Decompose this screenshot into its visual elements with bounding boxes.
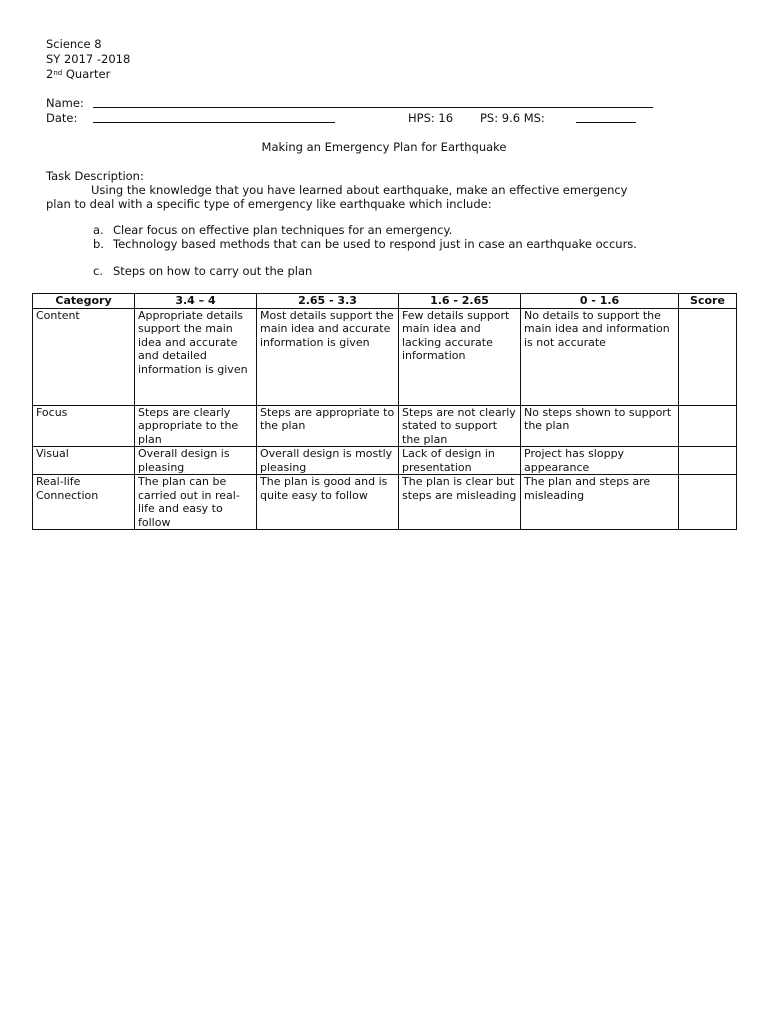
quarter-line bbox=[46, 67, 110, 81]
criteria-cell: The plan is good and is quite easy to follow bbox=[257, 475, 399, 530]
category-cell: Content bbox=[33, 308, 135, 405]
hps-text: HPS: 16 bbox=[408, 111, 454, 125]
table-row bbox=[33, 405, 737, 447]
criteria-cell: Few details support main idea and lacking accurate information bbox=[399, 308, 521, 405]
category-cell: Real-life Connection bbox=[33, 475, 135, 530]
list-marker: a. bbox=[93, 223, 104, 237]
list-marker: c. bbox=[93, 264, 103, 278]
quarter-superscript: nd bbox=[53, 69, 63, 77]
header-category: Category bbox=[33, 294, 135, 309]
criteria-cell: No details to support the main idea and information is not accurate bbox=[521, 308, 679, 405]
school-year-line: SY 2017 -2018 bbox=[46, 52, 131, 66]
list-item bbox=[93, 265, 733, 279]
quarter-number: 2 bbox=[46, 67, 54, 81]
name-line bbox=[46, 96, 84, 110]
task-heading: Task Description: bbox=[46, 169, 144, 183]
header-score-range: 3.4 – 4 bbox=[135, 294, 257, 309]
task-paragraph-line2: plan to deal with a specific type of emergency like earthquake which include: bbox=[46, 197, 492, 211]
table-row bbox=[33, 475, 737, 530]
list-item bbox=[93, 224, 733, 238]
criteria-cell: Steps are clearly appropriate to the plan bbox=[135, 405, 257, 447]
list-text: Clear focus on effective plan techniques for an emergency. bbox=[113, 223, 453, 237]
criteria-cell: The plan is clear but steps are misleading bbox=[399, 475, 521, 530]
category-cell: Focus bbox=[33, 405, 135, 447]
criteria-cell: The plan can be carried out in real-life and easy to follow bbox=[135, 475, 257, 530]
criteria-cell: Overall design is pleasing bbox=[135, 447, 257, 475]
criteria-cell: The plan and steps are misleading bbox=[521, 475, 679, 530]
criteria-cell: Overall design is mostly pleasing bbox=[257, 447, 399, 475]
name-field[interactable] bbox=[93, 96, 653, 108]
task-paragraph-line1: Using the knowledge that you have learned about earthquake, make an effective emergency bbox=[91, 183, 628, 197]
table-row bbox=[33, 447, 737, 475]
page-title: Making an Emergency Plan for Earthquake bbox=[261, 140, 507, 154]
category-cell: Visual bbox=[33, 447, 135, 475]
header-score-range: 2.65 - 3.3 bbox=[257, 294, 399, 309]
header-score-range: 0 - 1.6 bbox=[521, 294, 679, 309]
table-row bbox=[33, 308, 737, 405]
rubric-header-row bbox=[33, 294, 737, 309]
criteria-cell: No steps shown to support the plan bbox=[521, 405, 679, 447]
criteria-cell: Most details support the main idea and accurate information is given bbox=[257, 308, 399, 405]
name-label: Name: bbox=[46, 96, 84, 110]
list-text: Steps on how to carry out the plan bbox=[113, 264, 313, 278]
subject-line: Science 8 bbox=[46, 37, 102, 51]
score-cell[interactable] bbox=[679, 447, 737, 475]
criteria-cell: Steps are not clearly stated to support the plan bbox=[399, 405, 521, 447]
date-label: Date: bbox=[46, 111, 78, 125]
criteria-cell: Steps are appropriate to the plan bbox=[257, 405, 399, 447]
list-text: Technology based methods that can be used to respond just in case an earthquake occurs. bbox=[113, 237, 637, 251]
score-cell[interactable] bbox=[679, 475, 737, 530]
rubric-table bbox=[32, 293, 737, 530]
score-cell[interactable] bbox=[679, 405, 737, 447]
criteria-cell: Lack of design in presentation bbox=[399, 447, 521, 475]
ps-ms-text: PS: 9.6 MS: bbox=[480, 111, 545, 125]
criteria-cell: Project has sloppy appearance bbox=[521, 447, 679, 475]
header-score-range: 1.6 - 2.65 bbox=[399, 294, 521, 309]
header-score: Score bbox=[679, 294, 737, 309]
list-item bbox=[93, 238, 733, 266]
list-marker: b. bbox=[93, 237, 104, 251]
quarter-word: Quarter bbox=[65, 67, 111, 81]
date-field[interactable] bbox=[93, 111, 335, 123]
score-cell[interactable] bbox=[679, 308, 737, 405]
criteria-cell: Appropriate details support the main idea and accurate and detailed information is given bbox=[135, 308, 257, 405]
ms-field[interactable] bbox=[576, 111, 636, 123]
